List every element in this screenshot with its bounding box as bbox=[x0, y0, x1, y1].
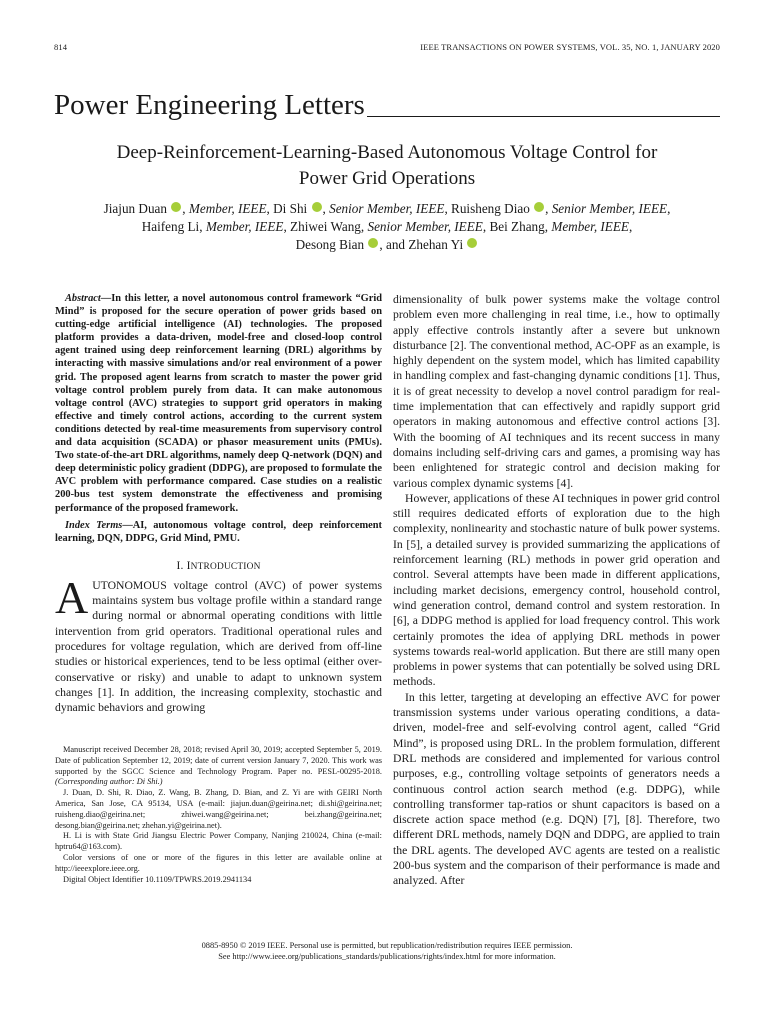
abstract-label: Abstract bbox=[65, 293, 101, 304]
footnote-affiliations: J. Duan, D. Shi, R. Diao, Z. Wang, B. Zhang, D. Bian, and Z. Yi are with GEIRI North America, San Jose, CA 95134, USA (e-mail: jiajun.duan@geirina.net; di.shi@geirina.net; ruisheng.diao@geirina.net; zhiwei.wang@geirina.net; bei.zhang@geirina.net; desong.bian@geirina.net; zhehan.yi@geirina.net). bbox=[55, 788, 382, 830]
author-affiliation: Member, IEEE bbox=[551, 219, 629, 234]
index-terms-label: Index Terms bbox=[65, 519, 123, 531]
author-list: Jiajun Duan , Member, IEEE, Di Shi , Senior Member, IEEE, Ruisheng Diao , Senior Member, IEEE, Haifeng Li, Member, IEEE, Zhiwei Wang, Senior Member, IEEE, Bei Zhang, Member, IEEE, Desong Bian , and Zhehan Yi bbox=[103, 201, 671, 252]
orcid-icon[interactable] bbox=[534, 202, 544, 212]
footnote-manuscript: Manuscript received December 28, 2018; revised April 30, 2019; accepted September 5, 2019. Date of publication September 12, 2019; date of current version January 7, 2020. This work was supported by the SGCC Science and Technology Program. Paper no. PESL-00295-2018. (Corresponding author: Di Shi.) bbox=[55, 745, 382, 787]
author-affiliation: Senior Member, IEEE bbox=[367, 219, 483, 234]
right-column bbox=[393, 292, 720, 889]
author-name: Di Shi bbox=[273, 201, 308, 216]
section-rule bbox=[367, 116, 720, 117]
section-banner bbox=[54, 74, 720, 120]
orcid-icon[interactable] bbox=[368, 238, 378, 248]
author-name: Zhehan Yi bbox=[408, 237, 464, 252]
index-terms-text: —AI, autonomous voltage control, deep reinforcement learning, DQN, DDPG, Grid Mind, PMU. bbox=[55, 519, 382, 544]
author-affiliation: Member, IEEE bbox=[188, 201, 267, 216]
journal-header: IEEE TRANSACTIONS ON POWER SYSTEMS, VOL. 35, NO. 1, JANUARY 2020 bbox=[420, 42, 720, 52]
footnote-affiliation-li: H. Li is with State Grid Jiangsu Electric Power Company, Nanjing 210024, China (e-mail: hptru64@163.com). bbox=[55, 831, 382, 852]
index-terms bbox=[55, 519, 382, 545]
author-name: Desong Bian bbox=[295, 237, 365, 252]
body-paragraph: However, applications of these AI techniques in power grid control still requires dedicated efforts of exploration due to the high complexity, nonlinearity and stochastic nature of bulk power systems. In [5], a detailed survey is provided summarizing the applications of reinforcement learning (RL) methods in power grid operation and control. Several attempts have been made in different applications, including market decisions, emergency control, household control, wind generation control, demand control and system restoration. In [6], a DDPG method is applied for load frequency control. This work certainly promotes the idea of applying DRL methods in power systems towards real-world application. But there are still many open problems in power systems that can potentially be solved using DRL methods. bbox=[393, 491, 720, 689]
author-name: Bei Zhang bbox=[489, 219, 545, 234]
author-affiliation: Senior Member, IEEE bbox=[551, 201, 668, 216]
author-affiliation: Member, IEEE bbox=[205, 219, 284, 234]
footnote-color-versions: Color versions of one or more of the figures in this letter are available online at http://ieeexplore.ieee.org. bbox=[55, 852, 382, 873]
copyright-notice bbox=[54, 940, 720, 962]
abstract-text: —In this letter, a novel autonomous control framework “Grid Mind” is proposed for the secure operation of power grids based on cutting-edge artificial intelligence (AI) technologies. The proposed platform provides a data-driven, model-free and closed-loop control agent trained using deep reinforcement learning (DRL) algorithms by interacting with massive simulations and/or real environment of a power grid. The proposed agent learns from scratch to master the power grid voltage control problem purely from data. It can make autonomous voltage control (AVC) strategies to support grid operators in making effective and timely control actions, according to the current system conditions detected by real-time measurements from supervisory control and data acquisition (SCADA) or phasor measurement units (PMUs). Two state-of-the-art DRL algorithms, namely deep Q-network (DQN) and deep deterministic policy gradient (DDPG), are proposed to formulate the AVC problem with performance compared. Case studies on a realistic 200-bus test system demonstrate the effectiveness and promising performance of the proposed framework. bbox=[55, 293, 382, 514]
paper-title bbox=[54, 140, 720, 192]
author-name: Haifeng Li bbox=[141, 219, 200, 234]
body-paragraph: In this letter, targeting at developing an effective AVC for power transmission systems under various operating conditions, a data-driven, model-free and self-evolving control agent, called “Grid Mind”, is proposed using DRL. In the problem formulation, different DRL methods are considered and implemented for various control purposes, e.g., controlling voltage setpoints of generators needs a continuous control action search method (e.g. DDPG), while controlling transformer tap-ratios or shunt capacitors is based on a discrete action space method (e.g. DQN) [7], [8]. Therefore, two different DRL methods, namely DQN and DDPG, are applied to train the DRL agents. The developed AVC agents are tested on a realistic 200-bus system and the comparison of their performance is made and analyzed. After bbox=[393, 690, 720, 888]
section-label: Power Engineering Letters bbox=[54, 89, 365, 121]
copyright-line-1: 0885-8950 © 2019 IEEE. Personal use is permitted, but republication/redistribution requires IEEE permission. bbox=[201, 941, 573, 950]
copyright-line-2: See http://www.ieee.org/publications_standards/publications/rights/index.html for more information. bbox=[218, 952, 556, 961]
orcid-icon[interactable] bbox=[312, 202, 322, 212]
author-name: Ruisheng Diao bbox=[451, 201, 530, 216]
section-heading: I. INTRODUCTION bbox=[176, 559, 261, 572]
footnote-doi: Digital Object Identifier 10.1109/TPWRS.2019.2941134 bbox=[63, 874, 252, 884]
intro-paragraph: AUTONOMOUS voltage control (AVC) of power systems maintains system bus voltage profile within a standard range during normal or abnormal operating conditions with little intervention from grid operators. Traditional operational rules and procedures for voltage regulation, which are derived from off-line studies or historical experiences, tend to be less optimal (either over-conservative or risky) and unable to adapt to unknown system changes [1]. In addition, the increasing complexity, stochastic and dynamic behaviors and growing bbox=[55, 571, 382, 715]
author-name: Jiajun Duan bbox=[103, 201, 167, 216]
author-name: Zhiwei Wang bbox=[290, 219, 361, 234]
left-column bbox=[55, 292, 382, 715]
abstract bbox=[55, 292, 382, 515]
page-number: 814 bbox=[54, 42, 68, 52]
orcid-icon[interactable] bbox=[467, 238, 477, 248]
orcid-icon[interactable] bbox=[171, 202, 181, 212]
title-line-1: Deep-Reinforcement-Learning-Based Autonomous Voltage Control for bbox=[116, 142, 658, 163]
author-affiliation: Senior Member, IEEE bbox=[329, 201, 445, 216]
title-line-2: Power Grid Operations bbox=[298, 168, 476, 189]
drop-cap: A bbox=[55, 571, 89, 623]
body-paragraph: dimensionality of bulk power systems make the voltage control problem even more challenging in real time, i.e., how to optimally apply effective controls instantly after a severe but unknown disturbance [2]. The conventional method, AC-OPF as an example, is highly dependent on the system model, which has limited capability in handling complex and fast-changing dynamic conditions [1]. Thus, it is of great necessity to develop a novel control paradigm for real-time implementation that can effectively and rapidly support grid operators in making autonomous and effective control actions [3]. With the booming of AI techniques and its recent success in many domains including self-driving cars and games, a promising way has been enlightened for strategic control and decision making for various complex dynamic systems [4]. bbox=[393, 293, 720, 490]
footnotes bbox=[55, 745, 382, 885]
